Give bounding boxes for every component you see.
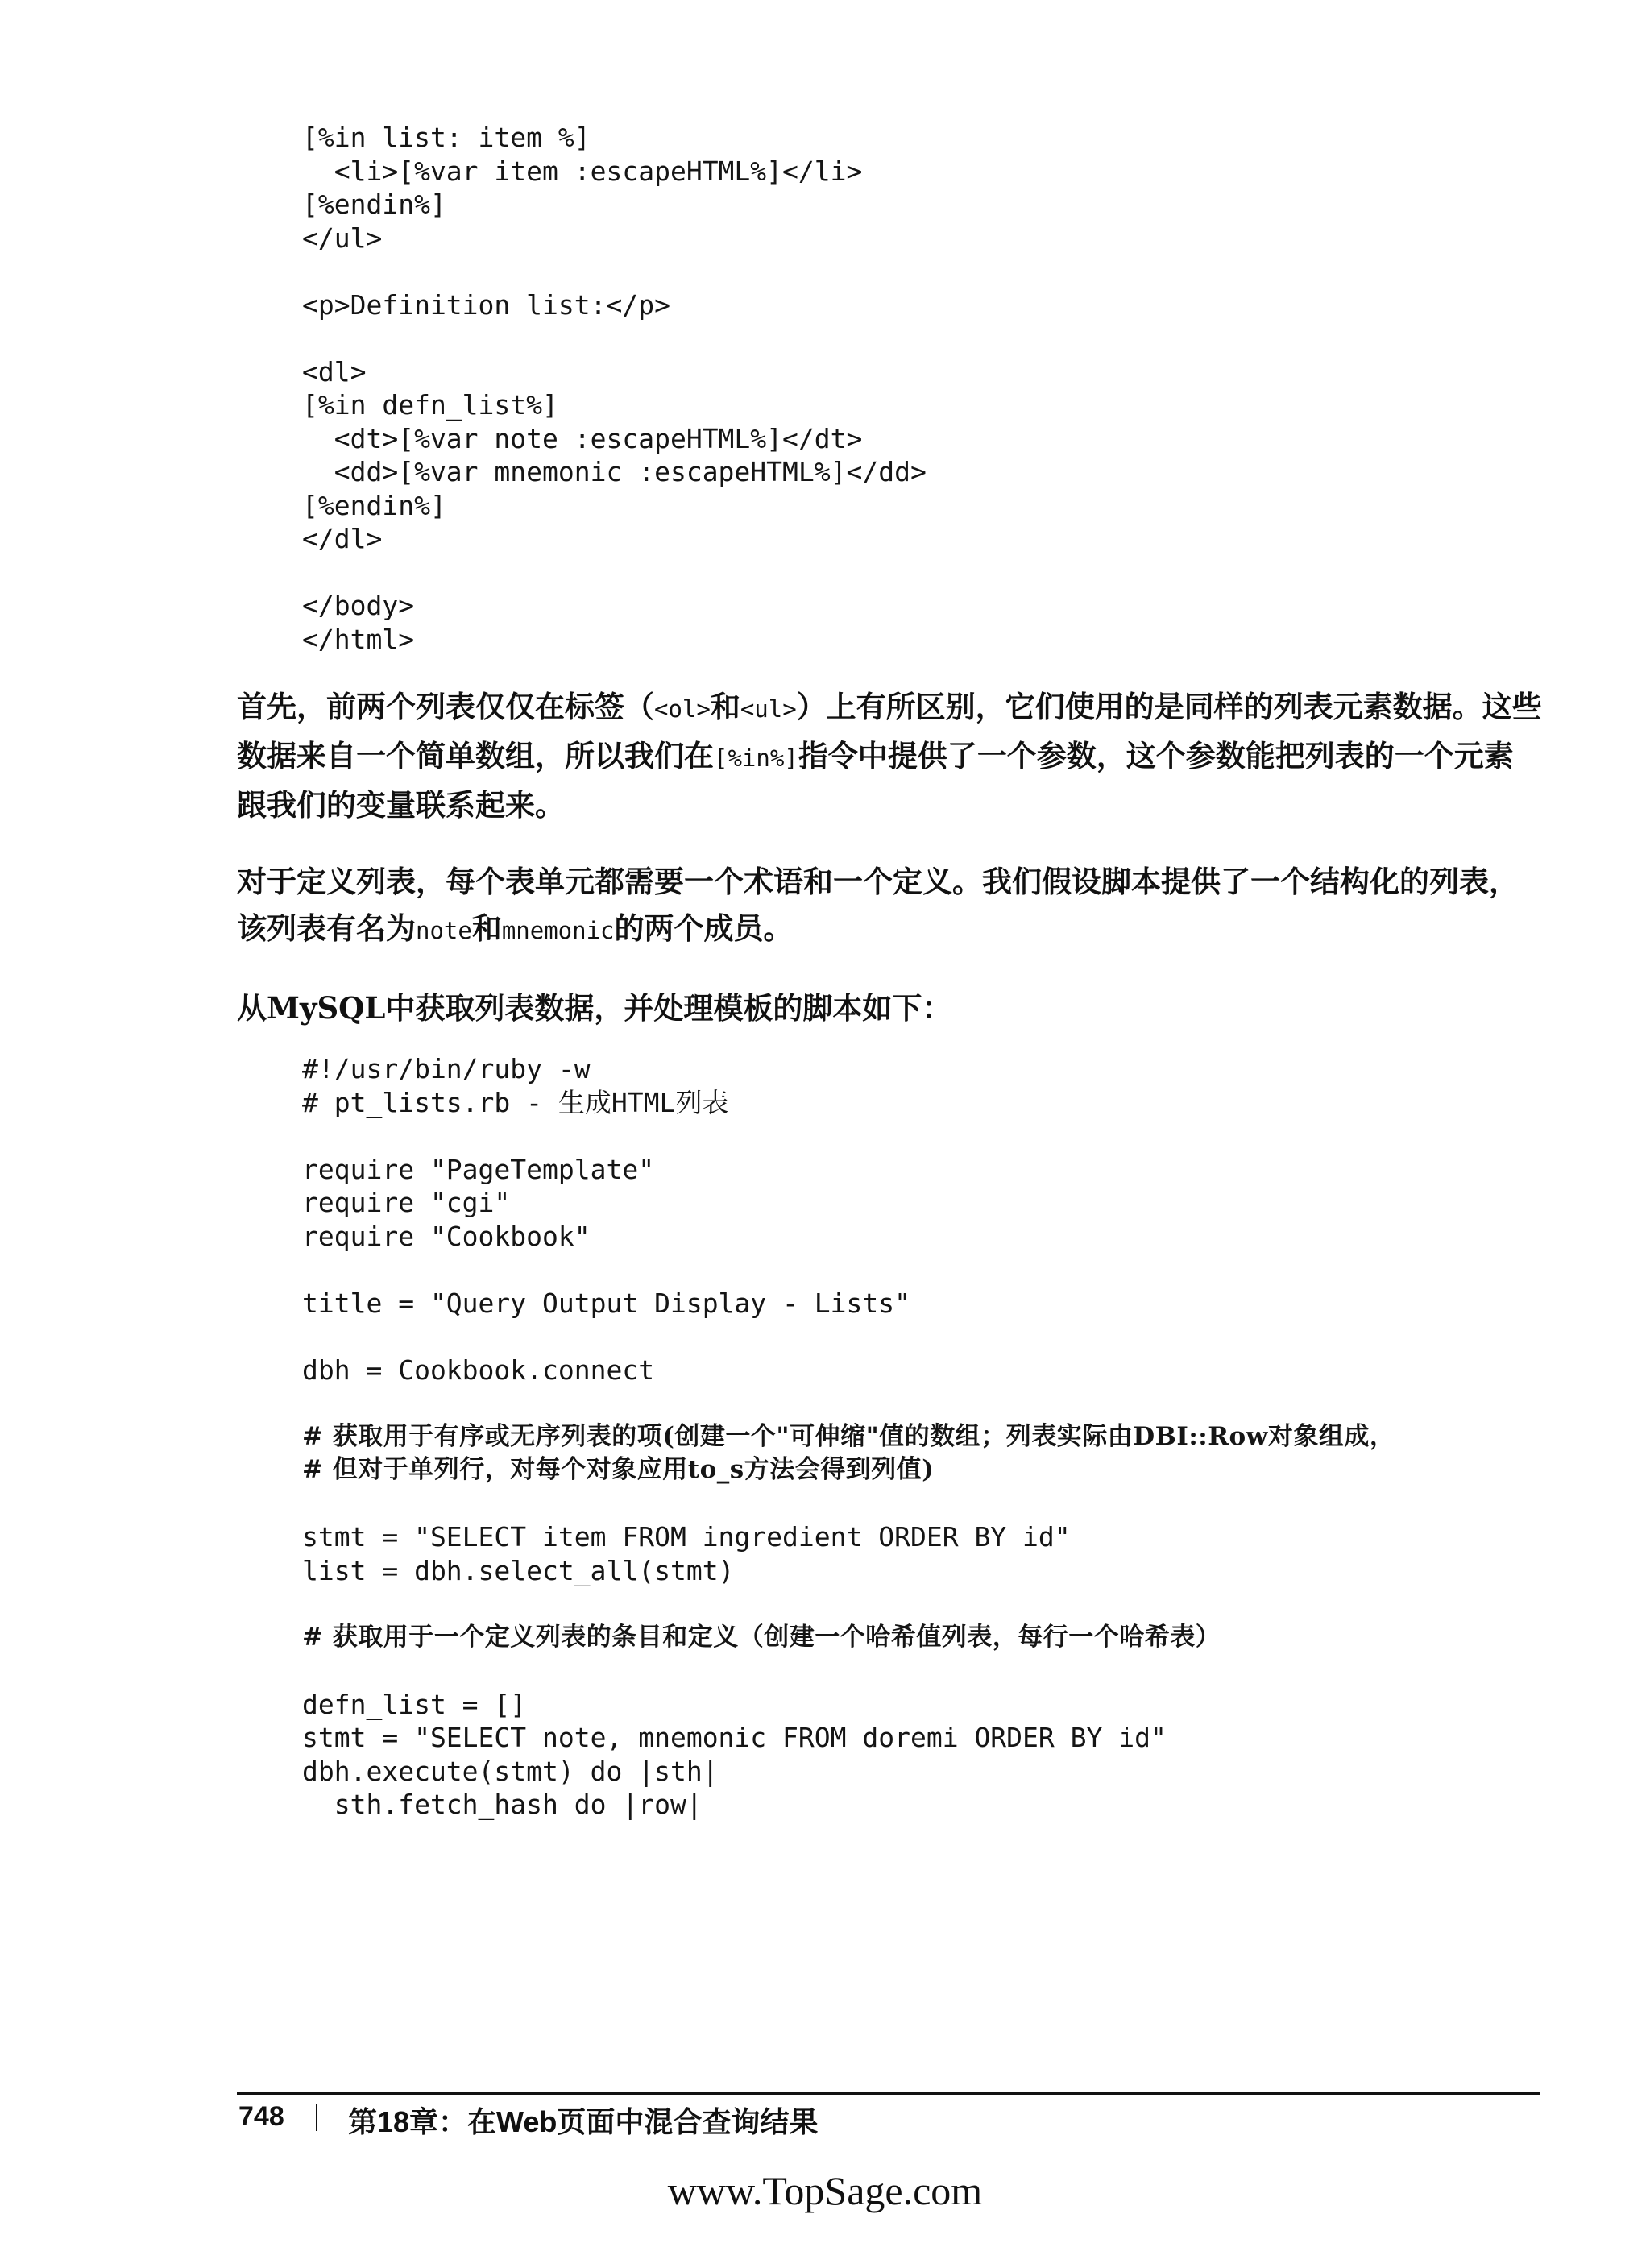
code-line: [%in list: item %]: [302, 122, 591, 153]
code-comment-line: # 但对于单列行，对每个对象应用to_s方法会得到列值): [302, 1455, 935, 1484]
code-line: [302, 1387, 1395, 1420]
chapter-title: 第18章：在Web页面中混合查询结果: [348, 2105, 819, 2138]
page-number: 748: [238, 2101, 284, 2132]
code-comment-line: # 获取用于有序或无序列表的项(创建一个"可伸缩"值的数组；列表实际由DBI::Row对象组成，: [302, 1421, 1395, 1451]
code-line: [302, 255, 927, 288]
footer-rule: [237, 2092, 1540, 2095]
paragraph-list-explanation: [237, 683, 1542, 828]
code-line: dbh.execute(stmt) do |sth|: [302, 1755, 719, 1787]
text-run: 和: [471, 910, 502, 946]
code-line: [302, 1587, 1395, 1621]
code-line: </dl>: [302, 523, 383, 554]
code-line: </body>: [302, 590, 415, 621]
code-line: title = "Query Output Display - Lists": [302, 1287, 910, 1319]
code-line: [302, 1320, 1395, 1354]
inline-code: <ol>: [654, 695, 711, 723]
code-block-ruby-script: [302, 1052, 1395, 1822]
code-block-template-tail: [302, 121, 927, 656]
code-line: [302, 556, 927, 590]
footer-separator: [316, 2104, 317, 2131]
text-run: 和: [710, 689, 740, 724]
code-line: # pt_lists.rb - 生成HTML列表: [302, 1086, 729, 1118]
code-line: require "Cookbook": [302, 1220, 591, 1252]
code-line: [%endin%]: [302, 489, 446, 521]
code-line: [302, 1487, 1395, 1521]
code-line: </html>: [302, 623, 415, 655]
inline-code: <ul>: [740, 695, 797, 723]
code-line: [302, 321, 927, 355]
inline-code: mnemonic: [501, 917, 615, 944]
code-line: [302, 1253, 1395, 1287]
code-line: [302, 1654, 1395, 1688]
inline-code: note: [416, 917, 472, 944]
code-line: <dd>[%var mnemonic :escapeHTML%]</dd>: [302, 456, 927, 487]
code-line: stmt = "SELECT item FROM ingredient ORDER BY id": [302, 1521, 1071, 1553]
code-line: sth.fetch_hash do |row|: [302, 1789, 703, 1820]
text-run: 的两个成员。: [614, 910, 794, 946]
code-line: [%in defn_list%]: [302, 389, 558, 421]
paragraph-script-intro: 从MySQL中获取列表数据，并处理模板的脚本如下：: [237, 990, 952, 1026]
code-line: defn_list = []: [302, 1688, 527, 1720]
code-line: </ul>: [302, 222, 383, 254]
code-line: dbh = Cookbook.connect: [302, 1354, 655, 1386]
inline-code: [%in%]: [714, 744, 798, 772]
code-line: <dl>: [302, 355, 367, 388]
code-line: list = dbh.select_all(stmt): [302, 1554, 735, 1586]
code-line: #!/usr/bin/ruby -w: [302, 1053, 591, 1084]
code-line: <p>Definition list:</p>: [302, 288, 670, 321]
paragraph-definition-list: [237, 858, 1542, 954]
text-run: ）上有所区别，它们使用的是同样的列表元素数据。这些数据来自一个简单数组，所以我们在: [237, 689, 1542, 773]
code-line: [302, 1119, 1395, 1153]
watermark-url: www.TopSage.com: [667, 2168, 983, 2213]
code-line: [%endin%]: [302, 189, 446, 220]
code-line: require "cgi": [302, 1187, 511, 1218]
code-line: require "PageTemplate": [302, 1153, 655, 1185]
text-run: 首先，前两个列表仅仅在标签（: [237, 689, 654, 724]
text-run: 对于定义列表，每个表单元都需要一个术语和一个定义。我们假设脚本提供了一个结构化的列表，该列表有名为: [237, 864, 1519, 946]
code-line: <li>[%var item :escapeHTML%]</li>: [302, 155, 863, 187]
code-line: stmt = "SELECT note, mnemonic FROM doremi ORDER BY id": [302, 1722, 1167, 1753]
code-comment-line: # 获取用于一个定义列表的条目和定义（创建一个哈希值列表，每行一个哈希表）: [302, 1622, 1221, 1652]
code-line: <dt>[%var note :escapeHTML%]</dt>: [302, 422, 863, 454]
text-run: 指令中提供了一个参数，这个参数能把列表的一个元素跟我们的变量联系起来。: [237, 738, 1514, 823]
